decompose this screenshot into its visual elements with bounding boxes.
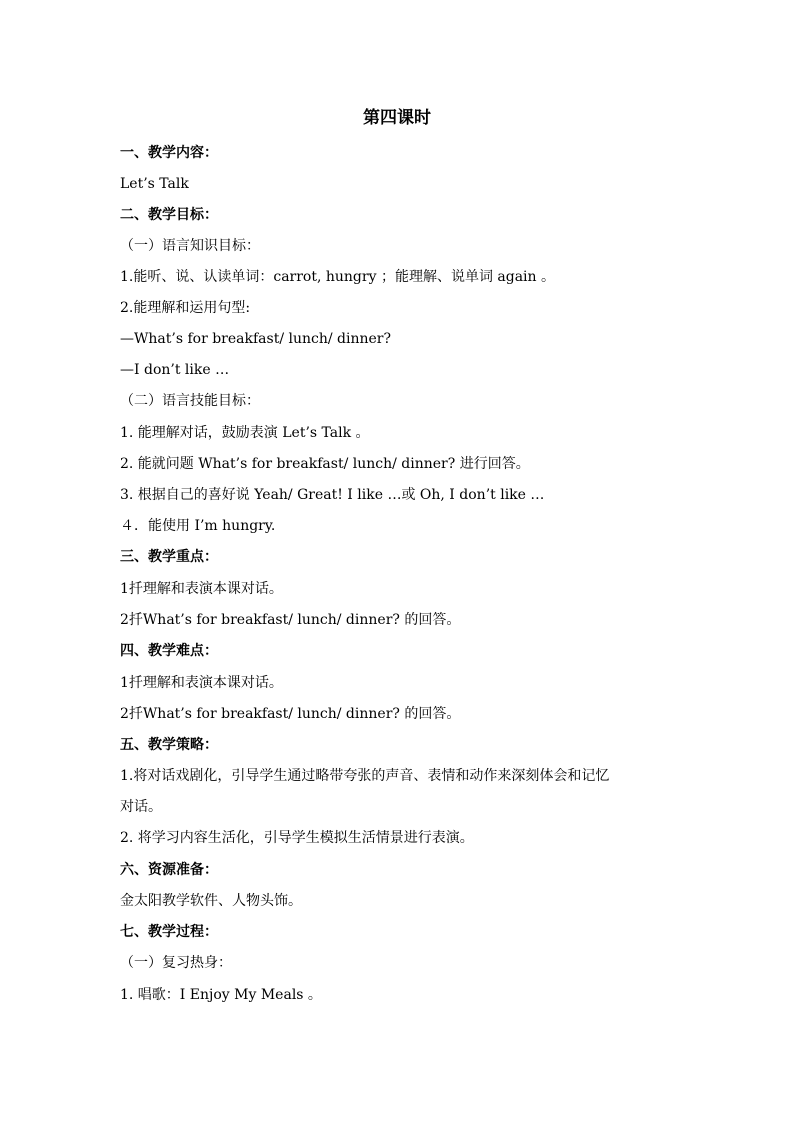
skill-item-2: 2. 能就问题 What’s for breakfast/ lunch/ dinner? 进行回答。 (120, 456, 530, 472)
difficulty-2: 2扦What’s for breakfast/ lunch/ dinner? 的回答。 (120, 706, 461, 722)
skill-item-4: ４．能使用 I’m hungry. (120, 518, 276, 534)
skill-item-1: 1. 能理解对话，鼓励表演 Let’s Talk 。 (120, 425, 370, 441)
sentence-pattern-question: —What’s for breakfast/ lunch/ dinner? (120, 331, 391, 347)
section-heading-process: 七、教学过程： (120, 924, 218, 940)
subheading-warm-up: （一）复习热身： (120, 955, 232, 971)
document-title: 第四课时 (363, 108, 431, 128)
section-heading-key-points: 三、教学重点： (120, 549, 218, 565)
key-point-1: 1扦理解和表演本课对话。 (120, 581, 283, 597)
subheading-knowledge-objectives: （一）语言知识目标： (120, 238, 260, 254)
strategy-1-continued: 对话。 (120, 799, 162, 815)
subheading-skill-objectives: （二）语言技能目标： (120, 393, 260, 409)
section-heading-resources: 六、资源准备： (120, 862, 218, 878)
process-item-1: 1. 唱歌：I Enjoy My Meals 。 (120, 987, 322, 1003)
strategy-2: 2. 将学习内容生活化，引导学生模拟生活情景进行表演。 (120, 830, 474, 846)
key-point-2: 2扦What’s for breakfast/ lunch/ dinner? 的回答。 (120, 612, 461, 628)
strategy-1: 1.将对话戏剧化，引导学生通过略带夸张的声音、表情和动作来深刻体会和记忆 (120, 768, 610, 784)
section-heading-difficulties: 四、教学难点： (120, 643, 218, 659)
skill-item-3: 3. 根据自己的喜好说 Yeah/ Great! I like …或 Oh, I don’t like … (120, 487, 545, 503)
knowledge-item-1: 1.能听、说、认读单词：carrot, hungry ；能理解、说单词 again 。 (120, 269, 555, 285)
section-heading-content: 一、教学内容： (120, 145, 218, 161)
content-text: Let’s Talk (120, 176, 189, 192)
section-heading-objectives: 二、教学目标： (120, 207, 218, 223)
sentence-pattern-answer: —I don’t like … (120, 362, 230, 378)
section-heading-strategies: 五、教学策略： (120, 737, 218, 753)
resources-text: 金太阳教学软件、人物头饰。 (120, 893, 302, 909)
difficulty-1: 1扦理解和表演本课对话。 (120, 675, 283, 691)
knowledge-item-2: 2.能理解和运用句型: (120, 300, 251, 316)
